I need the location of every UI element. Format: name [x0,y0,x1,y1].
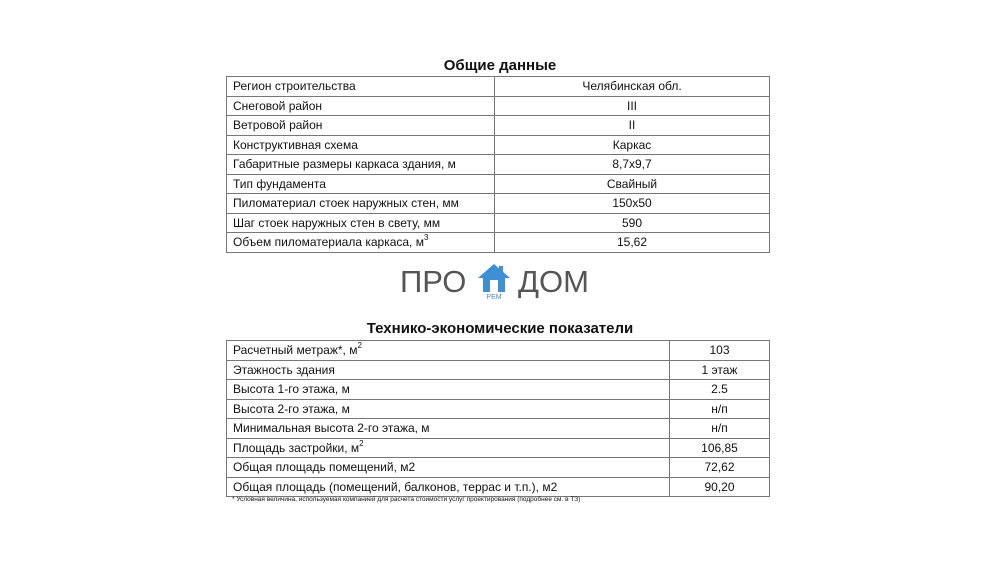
logo [400,262,600,302]
row-value: 72,62 [670,458,770,478]
row-label: Общая площадь (помещений, балконов, террас и т.п.), м2 [227,477,670,497]
general-data-title: Общие данные [443,57,557,74]
row-value: 106,85 [670,438,770,458]
logo-text-left: ПРО [400,264,467,299]
footnote: * Условная величина, используемая компанией для расчета стоимости услуг проектирования (подробнее см. в ТЗ) [232,496,581,503]
table-row [227,360,770,380]
table-row [227,77,770,97]
table-row [227,135,770,155]
row-label: Регион строительства [227,77,495,97]
general-data-table [226,76,770,253]
table-row [227,419,770,439]
table-row [227,155,770,175]
indicators-title: Технико-экономические показатели [366,320,634,337]
row-value: н/п [670,419,770,439]
row-value: 2.5 [670,380,770,400]
row-label: Габаритные размеры каркаса здания, м [227,155,495,175]
table-row [227,399,770,419]
table-row [227,341,770,361]
row-value: 8,7х9,7 [495,155,770,175]
row-label: Минимальная высота 2-го этажа, м [227,419,670,439]
indicators-table [226,340,770,497]
row-value: Челябинская обл. [495,77,770,97]
row-label-text: Расчетный метраж*, м [233,343,358,358]
row-label: Общая площадь помещений, м2 [227,458,670,478]
row-value: 590 [495,213,770,233]
house-icon [476,262,512,300]
row-label: Пиломатериал стоек наружных стен, мм [227,194,495,214]
row-label: Снеговой район [227,96,495,116]
row-value: н/п [670,399,770,419]
row-value: 1 этаж [670,360,770,380]
table-row [227,174,770,194]
row-value: III [495,96,770,116]
logo-house-label: РЕМ [486,294,502,300]
table-row [227,213,770,233]
table-row [227,96,770,116]
row-label-text: Объем пиломатериала каркаса, м [233,235,424,250]
row-label: Шаг стоек наружных стен в свету, мм [227,213,495,233]
row-label: Тип фундамента [227,174,495,194]
table-row [227,380,770,400]
row-value: 150х50 [495,194,770,214]
table-row [227,458,770,478]
row-label: Высота 1-го этажа, м [227,380,670,400]
row-value: Каркас [495,135,770,155]
row-label: Этажность здания [227,360,670,380]
table-row [227,233,770,253]
table-row [227,116,770,136]
logo-text-right: ДОМ [518,264,589,299]
row-value: 15,62 [495,233,770,253]
unit-superscript: 2 [357,341,362,351]
table-row [227,194,770,214]
row-label: Высота 2-го этажа, м [227,399,670,419]
row-value: II [495,116,770,136]
row-value: 103 [670,341,770,361]
row-label-text: Площадь застройки, м [233,440,360,455]
table-row [227,477,770,497]
row-value: 90,20 [670,477,770,497]
row-label [227,341,670,361]
unit-superscript: 3 [423,233,429,243]
unit-superscript: 2 [359,438,364,448]
table-row [227,438,770,458]
row-label [227,233,495,253]
row-label: Ветровой район [227,116,495,136]
row-label [227,438,670,458]
row-value: Свайный [495,174,770,194]
row-label: Конструктивная схема [227,135,495,155]
